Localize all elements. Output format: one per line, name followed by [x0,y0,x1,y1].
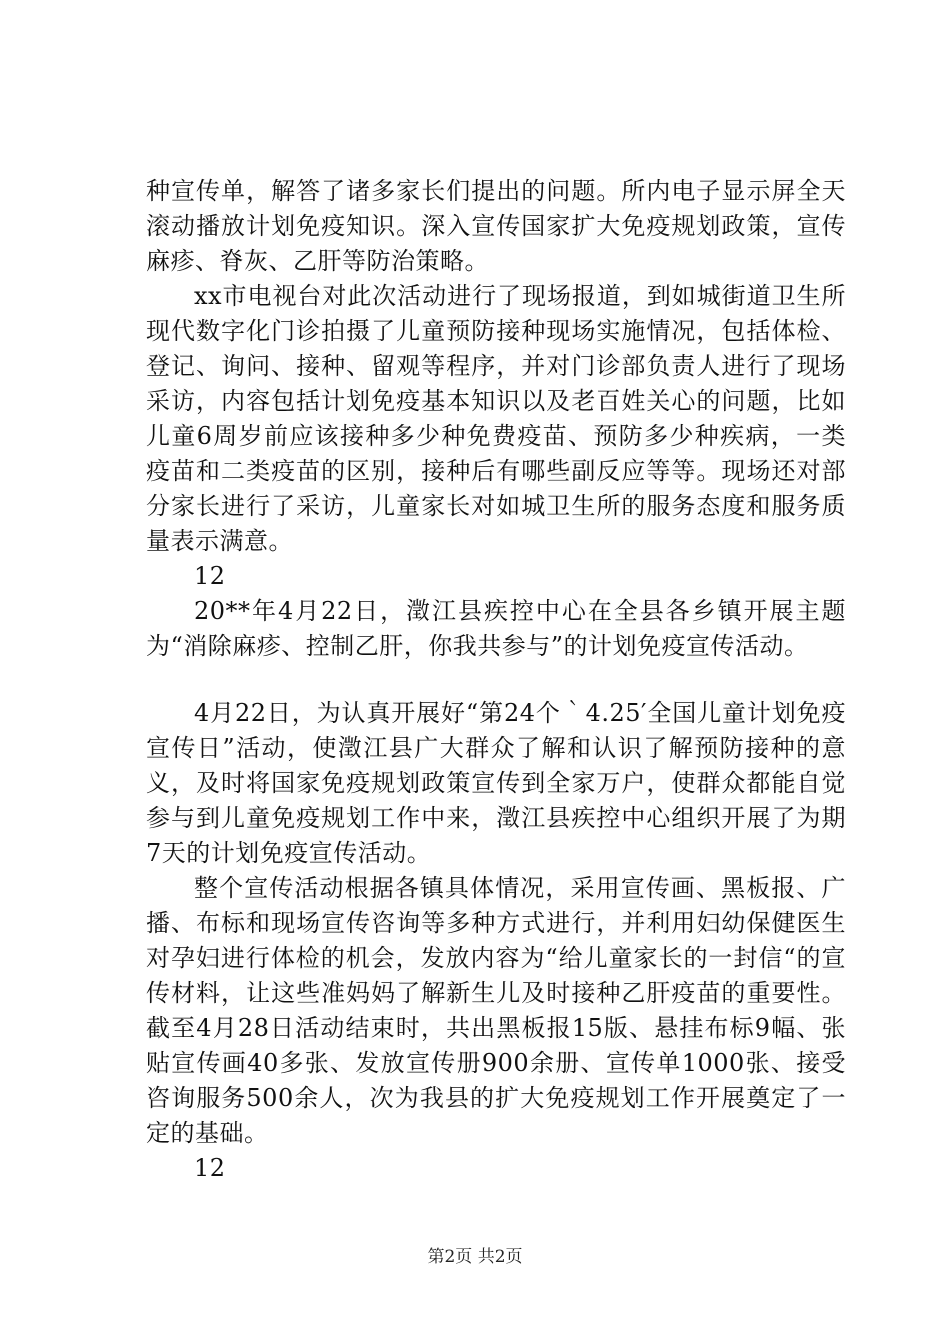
page-marker: 12 [194,562,226,590]
paragraph-campaign-results: 整个宣传活动根据各镇具体情况，采用宣传画、黑板报、广播、布标和现场宣传咨询等多种方式进行，并利用妇幼保健医生对孕妇进行体检的机会，发放内容为“给儿童家长的一封信“的宣传材料，让这些准妈妈了解新生儿及时接种乙肝疫苗的重要性。截至4月28日活动结束时，共出黑板报15版、悬挂布标9幅、张贴宣传画40多张、发放宣传册900余册、宣传单1000张、接受咨询服务500余人，次为我县的扩大免疫规划工作开展奠定了一定的基础。 [146,874,846,1147]
blank-line [146,664,846,696]
paragraph-continuation: 种宣传单，解答了诸多家长们提出的问题。所内电子显示屏全天滚动播放计划免疫知识。深入宣传国家扩大免疫规划政策，宣传麻疹、脊灰、乙肝等防治策略。 [146,177,846,275]
page-marker: 12 [194,1154,226,1182]
page-footer: 第2页 共2页 [427,1247,523,1267]
body-text [146,174,846,1186]
paragraph-awareness-day: 4月22日，为认真开展好“第24个｀4.25′全国儿童计划免疫宣传日”活动，使澂江县广大群众了解和认识了解预防接种的意义，及时将国家免疫规划政策宣传到全家万户，使群众都能自觉参与到儿童免疫规划工作中来，澂江县疾控中心组织开展了为期7天的计划免疫宣传活动。 [146,699,846,867]
paragraph-tv-report: xx市电视台对此次活动进行了现场报道，到如城街道卫生所现代数字化门诊拍摄了儿童预防接种现场实施情况，包括体检、登记、询问、接种、留观等程序，并对门诊部负责人进行了现场采访，内容包括计划免疫基本知识以及老百姓关心的问题，比如儿童6周岁前应该接种多少种免费疫苗、预防多少种疾病，一类疫苗和二类疫苗的区别，接种后有哪些副反应等等。现场还对部分家长进行了采访，儿童家长对如城卫生所的服务态度和服务质量表示满意。 [146,282,846,555]
paragraph-campaign-intro: 20**年4月22日，澂江县疾控中心在全县各乡镇开展主题为“消除麻疹、控制乙肝，你我共参与”的计划免疫宣传活动。 [146,597,846,660]
